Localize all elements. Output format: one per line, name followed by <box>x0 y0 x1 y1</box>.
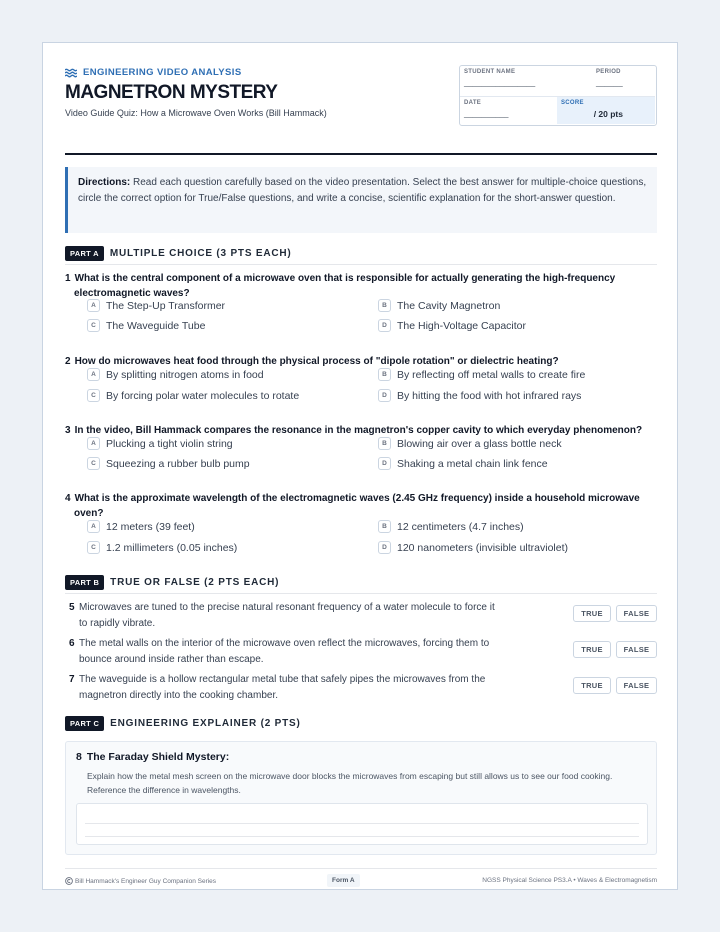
option-c[interactable] <box>87 457 250 470</box>
option-label: 12 meters (39 feet) <box>106 520 195 533</box>
form-badge: Form A <box>327 874 360 887</box>
student-name-field[interactable] <box>460 66 592 96</box>
option-b[interactable] <box>378 520 524 533</box>
question-prompt: What is the approximate wavelength of the electromagnetic waves (2.45 GHz frequency) inside a household microwave oven? <box>74 493 640 519</box>
part-c-tag: PART C <box>65 716 104 731</box>
option-label: By splitting nitrogen atoms in food <box>106 368 264 381</box>
quiz-title: MAGNETRON MYSTERY <box>65 82 278 103</box>
option-a[interactable] <box>87 299 225 312</box>
part-a-tag: PART A <box>65 246 104 261</box>
question-number: 4 <box>65 493 71 504</box>
option-bubble[interactable]: D <box>378 389 391 402</box>
option-bubble[interactable]: A <box>87 368 100 381</box>
option-c[interactable] <box>87 541 237 554</box>
option-b[interactable] <box>378 299 500 312</box>
page-footer <box>65 868 657 886</box>
directions-lead: Directions: <box>78 177 131 188</box>
quiz-subtitle: Video Guide Quiz: How a Microwave Oven Works (Bill Hammack) <box>65 108 327 118</box>
question-text <box>65 423 657 438</box>
option-a[interactable] <box>87 368 264 381</box>
student-name-label: STUDENT NAME <box>464 69 516 75</box>
option-label: 1.2 millimeters (0.05 inches) <box>106 541 238 554</box>
option-c[interactable] <box>87 389 299 402</box>
question-number: 8 <box>76 751 82 763</box>
option-b[interactable] <box>378 368 585 381</box>
option-label: By forcing polar water molecules to rotate <box>106 389 300 402</box>
option-bubble[interactable]: C <box>87 457 100 470</box>
score-label: SCORE <box>561 100 584 106</box>
series-credit: Bill Hammack's Engineer Guy Companion Series <box>75 877 217 885</box>
divider <box>65 593 657 594</box>
student-name-line: ________________ <box>464 78 536 87</box>
true-option[interactable]: TRUE <box>573 677 611 694</box>
part-a-header <box>65 245 657 261</box>
question-4 <box>65 491 657 554</box>
kicker <box>65 67 242 78</box>
option-d[interactable] <box>378 319 526 332</box>
true-option[interactable]: TRUE <box>573 641 611 658</box>
option-bubble[interactable]: C <box>87 541 100 554</box>
option-label: Squeezing a rubber bulb pump <box>106 457 250 470</box>
option-label: The Cavity Magnetron <box>397 299 501 312</box>
question-number: 3 <box>65 425 71 436</box>
option-bubble[interactable]: B <box>378 520 391 533</box>
statement-text <box>65 600 505 631</box>
wave-icon <box>65 68 77 78</box>
option-bubble[interactable]: B <box>378 437 391 450</box>
statement-number: 6 <box>69 638 75 649</box>
option-bubble[interactable]: B <box>378 368 391 381</box>
question-text <box>65 354 657 369</box>
false-option[interactable]: FALSE <box>616 677 657 694</box>
score-field <box>557 96 655 124</box>
option-bubble[interactable]: D <box>378 457 391 470</box>
false-option[interactable]: FALSE <box>616 641 657 658</box>
footer-left <box>65 877 216 885</box>
directions-text: Read each question carefully based on the video presentation. Select the best answer for multiple-choice questions, circle the correct option for True/False questions, and write a concise, scientific explanation for the short-answer question. <box>78 177 647 204</box>
short-answer-description: Explain how the metal mesh screen on the microwave door blocks the microwaves from escaping but still allows us to see our food cooking. Reference the difference in wavelengths. <box>87 771 613 795</box>
part-c-title: ENGINEERING EXPLAINER (2 PTS) <box>110 717 301 729</box>
option-label: Plucking a tight violin string <box>106 437 233 450</box>
answer-line <box>85 836 639 837</box>
option-bubble[interactable]: A <box>87 520 100 533</box>
option-c[interactable] <box>87 319 205 332</box>
part-b-title: TRUE OR FALSE (2 PTS EACH) <box>110 576 280 588</box>
part-a-title: MULTIPLE CHOICE (3 PTS EACH) <box>109 247 292 259</box>
option-bubble[interactable]: D <box>378 541 391 554</box>
period-field[interactable] <box>592 66 655 96</box>
date-line: __________ <box>464 109 509 118</box>
option-label: By reflecting off metal walls to create fire <box>397 368 586 381</box>
student-info-box <box>459 65 657 126</box>
date-label: DATE <box>464 100 482 106</box>
short-answer-question <box>76 751 229 763</box>
quiz-page <box>42 42 678 890</box>
divider <box>65 264 657 265</box>
statement-body: The waveguide is a hollow rectangular metal tube that safely pipes the microwaves from the magnetron directly into the cooking chamber. <box>79 674 486 701</box>
option-label: The Waveguide Tube <box>106 319 206 332</box>
short-answer-title: The Faraday Shield Mystery: <box>86 751 230 763</box>
period-line: ______ <box>596 78 623 87</box>
option-bubble[interactable]: A <box>87 437 100 450</box>
option-a[interactable] <box>87 520 195 533</box>
score-value: / 20 pts <box>593 109 623 119</box>
true-option[interactable]: TRUE <box>573 605 611 622</box>
answer-line <box>85 823 639 824</box>
option-bubble[interactable]: C <box>87 319 100 332</box>
option-bubble[interactable]: D <box>378 319 391 332</box>
statement-number: 5 <box>69 602 75 613</box>
question-3 <box>65 423 657 470</box>
statement-body: Microwaves are tuned to the precise natural resonant frequency of a water molecule to force it to rapidly vibrate. <box>79 602 495 629</box>
statement-number: 7 <box>69 674 75 685</box>
option-bubble[interactable]: C <box>87 389 100 402</box>
question-number: 1 <box>65 273 71 284</box>
option-bubble[interactable]: B <box>378 299 391 312</box>
part-b-header <box>65 574 657 590</box>
answer-area[interactable] <box>76 803 648 845</box>
option-b[interactable] <box>378 437 562 450</box>
standards-note: NGSS Physical Science PS3.A • Waves & Electromagnetism <box>482 877 657 884</box>
question-prompt: What is the central component of a microwave oven that is responsible for actually generating the high-frequency electromagnetic waves? <box>74 273 616 299</box>
question-2 <box>65 354 657 402</box>
date-field[interactable] <box>460 96 557 124</box>
option-label: The High-Voltage Capacitor <box>397 319 526 332</box>
false-option[interactable]: FALSE <box>616 605 657 622</box>
question-prompt: How do microwaves heat food through the physical process of "dipole rotation" or dielectric heating? <box>74 356 559 367</box>
short-answer-panel <box>65 741 657 855</box>
question-text <box>65 491 657 521</box>
option-a[interactable] <box>87 437 233 450</box>
option-d[interactable] <box>378 457 548 470</box>
period-label: PERIOD <box>596 69 621 75</box>
page-content <box>65 65 657 885</box>
statement-body: The metal walls on the interior of the microwave oven reflect the microwaves, forcing them to bounce around inside rather than escape. <box>79 638 490 665</box>
option-bubble[interactable]: A <box>87 299 100 312</box>
part-b-tag: PART B <box>65 575 104 590</box>
question-1 <box>65 271 657 332</box>
option-label: 120 nanometers (invisible ultraviolet) <box>397 541 568 554</box>
statement-text <box>65 672 505 703</box>
option-d[interactable] <box>378 389 581 402</box>
question-number: 2 <box>65 356 71 367</box>
statement-text <box>65 636 505 667</box>
option-label: By hitting the food with hot infrared rays <box>397 389 582 402</box>
directions-panel <box>65 167 657 233</box>
part-c-header <box>65 715 657 731</box>
option-label: Shaking a metal chain link fence <box>397 457 548 470</box>
kicker-text: ENGINEERING VIDEO ANALYSIS <box>83 67 242 78</box>
copyright-icon <box>65 877 73 885</box>
question-text <box>65 271 657 301</box>
quiz-header <box>65 65 657 155</box>
option-label: 12 centimeters (4.7 inches) <box>397 520 524 533</box>
question-prompt: In the video, Bill Hammack compares the resonance in the magnetron's copper cavity to which everyday phenomenon? <box>74 425 643 436</box>
option-label: Blowing air over a glass bottle neck <box>397 437 562 450</box>
option-label: The Step-Up Transformer <box>106 299 226 312</box>
option-d[interactable] <box>378 541 568 554</box>
